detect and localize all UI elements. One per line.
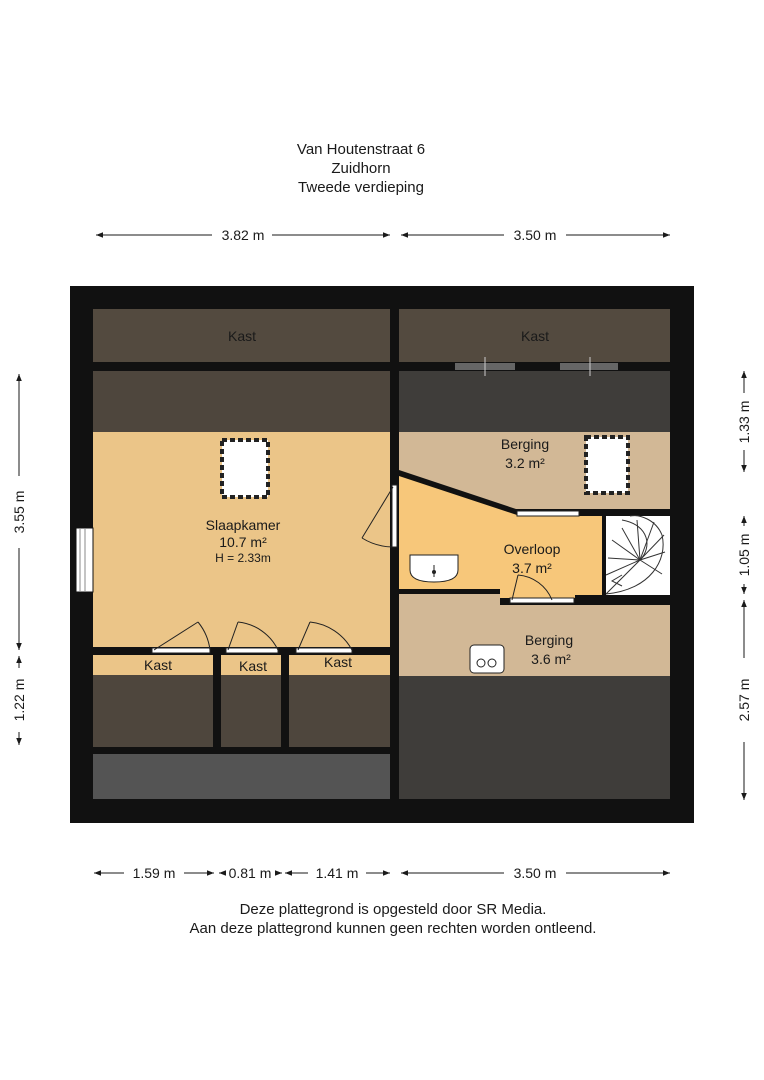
- overloop-label: Overloop: [503, 541, 561, 557]
- disclaimer-line-1: Deze plattegrond is opgesteld door SR Media.: [239, 901, 547, 918]
- disclaimer-line-2: Aan deze plattegrond kunnen geen rechten worden ontleend.: [189, 920, 597, 937]
- dim-bottom-4: 3.50 m: [513, 865, 557, 881]
- address-line: Van Houtenstraat 6: [296, 141, 426, 158]
- dim-top-left: 3.82 m: [221, 227, 265, 243]
- dim-bottom-3: 1.41 m: [315, 865, 359, 881]
- kast-bottom-2-label: Kast: [238, 658, 268, 674]
- slaapkamer-area: 10.7 m²: [219, 534, 267, 550]
- dim-right-middle: 1.05 m: [736, 533, 752, 577]
- slaapkamer-label: Slaapkamer: [205, 517, 281, 533]
- disclaimer: [0, 900, 764, 938]
- dim-left-upper: 3.55 m: [11, 490, 27, 534]
- slaapkamer-height: H = 2.33m: [215, 551, 271, 565]
- kast-bottom-1-low: [93, 675, 213, 747]
- wall-stair-left: [602, 516, 606, 598]
- door-berging-top: [517, 511, 579, 516]
- wall-kast-div-1: [213, 647, 221, 747]
- skylight-berging: [586, 437, 628, 493]
- overloop-area: 3.7 m²: [512, 560, 552, 576]
- low-ceiling-right: [399, 371, 670, 432]
- wall-center-vertical: [390, 309, 399, 799]
- low-ceiling-bottom-right: [399, 676, 670, 799]
- wall-kast-div-2: [281, 647, 289, 747]
- dim-bottom-1: 1.59 m: [132, 865, 176, 881]
- low-ceiling-left: [93, 371, 390, 432]
- low-ceiling-bottom-left: [93, 754, 390, 799]
- kast-bottom-3-label: Kast: [323, 654, 353, 670]
- kast-bottom-2-low: [221, 675, 281, 747]
- sliding-door-2: [560, 363, 618, 370]
- boiler-icon: [470, 645, 504, 673]
- dim-right-lower: 2.57 m: [736, 678, 752, 722]
- wall-overloop-bottom: [399, 589, 500, 594]
- dim-right-upper: 1.33 m: [736, 400, 752, 444]
- berging-top-label: Berging: [500, 436, 550, 452]
- kast-top-left-label: Kast: [227, 328, 257, 344]
- dim-left-lower: 1.22 m: [11, 678, 27, 722]
- floor-line: Tweede verdieping: [298, 179, 424, 196]
- dim-bottom-2: 0.81 m: [228, 865, 272, 881]
- city-line: Zuidhorn: [331, 160, 391, 177]
- sink-icon: [410, 555, 458, 582]
- kast-bottom-1-label: Kast: [143, 657, 173, 673]
- kast-bottom-3-low: [289, 675, 390, 747]
- skylight-slaapkamer: [222, 440, 268, 497]
- berging-bottom-area: 3.6 m²: [531, 651, 571, 667]
- dim-top-right: 3.50 m: [513, 227, 557, 243]
- berging-top-area: 3.2 m²: [505, 455, 545, 471]
- kast-top-right-label: Kast: [520, 328, 550, 344]
- wall-kast-bottom: [93, 747, 390, 754]
- berging-bottom-label: Berging: [524, 632, 574, 648]
